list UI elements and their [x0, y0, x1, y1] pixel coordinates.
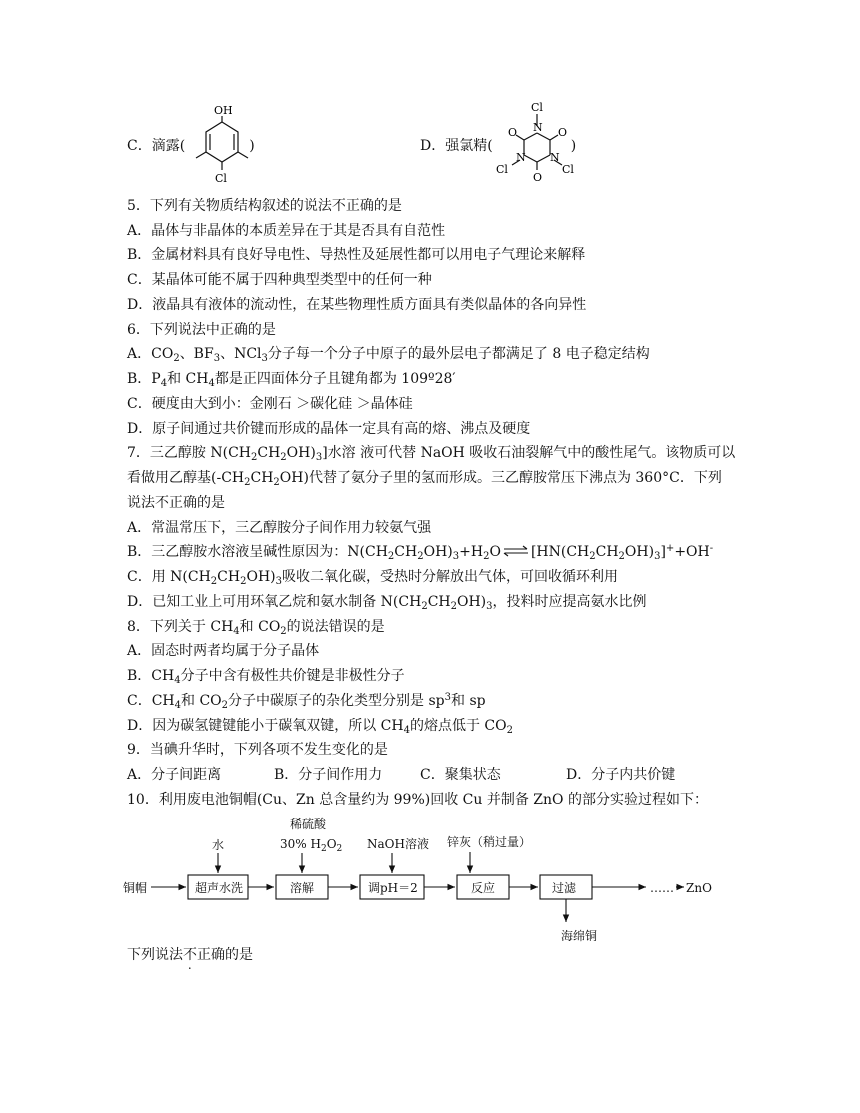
- svg-text:N: N: [533, 121, 543, 134]
- q10-after-stem: 下列说法不正确的是: [127, 947, 253, 963]
- q5-option-d: D．液晶具有液体的流动性，在某些物理性质方面具有类似晶体的各向异性: [127, 297, 587, 313]
- flow-end-label: ZnO: [686, 881, 712, 895]
- q8-option-c: C．$CH_4$和 $CO_2$分子中碳原子的杂化类型分别是 $sp^3$和 sp: [127, 692, 486, 711]
- svg-text:超声水洗: 超声水洗: [195, 881, 244, 895]
- q4-option-c: C．滴露( ): [127, 138, 255, 154]
- q4-c-oh: OH: [214, 104, 233, 117]
- flow-sponge-label: 海绵铜: [561, 929, 598, 942]
- q5-option-c: C．某晶体可能不属于四种典型类型中的任何一种: [127, 272, 432, 288]
- q5-option-b: B．金属材料具有良好导电性、导热性及延展性都可以用电子气理论来解释: [127, 247, 586, 263]
- q6-stem: 6．下列说法中正确的是: [127, 322, 276, 338]
- q4-c-cl: Cl: [215, 172, 227, 185]
- q9-option-b: B．分子间作用力: [274, 767, 383, 783]
- svg-text:N: N: [550, 151, 560, 164]
- q5-option-a: A．晶体与非晶体的本质差异在于其是否具有自范性: [127, 223, 446, 239]
- q9-option-c: C．聚集状态: [420, 767, 501, 783]
- q8-option-a: A．固态时两者均属于分子晶体: [127, 643, 320, 659]
- q6-option-d: D．原子间通过共价键而形成的晶体一定具有高的熔、沸点及硬度: [127, 421, 531, 437]
- flow-zn-label: 锌灰（稍过量）: [447, 835, 532, 849]
- flow-acid-label: 稀硫酸: [290, 817, 327, 831]
- svg-text:反应: 反应: [471, 881, 496, 895]
- q5-stem: 5．下列有关物质结构叙述的说法不正确的是: [127, 198, 402, 214]
- flow-start-label: 铜帽: [123, 881, 148, 895]
- q6-option-b: B．$P_4$和 $CH_4$都是正四面体分子且键角都为 109º28′: [127, 371, 456, 389]
- q7-option-d: D．已知工业上可用环氧乙烷和氨水制备 $N(CH_2CH_2OH)_3$，投料时应提高氨水比例: [127, 594, 647, 612]
- svg-text:溶解: 溶解: [290, 881, 315, 895]
- svg-text:过滤: 过滤: [552, 881, 577, 895]
- q7-option-a: A．常温常压下，三乙醇胺分子间作用力较氨气强: [127, 520, 432, 536]
- q7-stem-line1: 7．三乙醇胺 $N(CH_2CH_2OH)_3$]水溶 液可代替 NaOH 吸收石油裂解气中的酸性尾气。该物质可以: [127, 445, 736, 463]
- flow-water-label: 水: [212, 838, 225, 852]
- svg-text:Cl: Cl: [496, 163, 508, 176]
- q4-option-d: D．强氯精( ): [420, 138, 577, 154]
- q7-stem-line2: 看做用乙醇基$(-CH_2CH_2OH)$代替了氨分子里的氢而形成。三乙醇胺常压下沸点为 360°C．下列: [127, 470, 722, 488]
- svg-text:O: O: [558, 126, 568, 139]
- q7-stem-line3: 说法不正确的是: [127, 495, 225, 511]
- flow-naoh-label: NaOH溶液: [367, 837, 429, 851]
- q8-option-d: D．因为碳氢键键能小于碳氧双键，所以 $CH_4$的熔点低于 $CO_2$: [127, 718, 513, 736]
- q4-d-structure: [492, 100, 582, 190]
- flow-dots: ……: [650, 881, 674, 895]
- q7-option-b: B．三乙醇胺水溶液呈碱性原因为：$N(CH_2CH_2OH)_3+H_2O$ $[HN(CH_2CH_2OH)_3]^++OH^-$: [127, 543, 714, 562]
- svg-text:O: O: [533, 171, 543, 184]
- q9-stem: 9．当碘升华时，下列各项不发生变化的是: [127, 742, 388, 758]
- q10-flow-diagram: [120, 812, 720, 942]
- svg-text:调pH＝2: 调pH＝2: [368, 881, 418, 895]
- q8-stem: 8．下列关于 $CH_4$和 $CO_2$的说法错误的是: [127, 619, 385, 637]
- q8-option-b: B．$CH_4$分子中含有极性共价键是非极性分子: [127, 668, 405, 686]
- q7-option-c: C．用 $N(CH_2CH_2OH)_3$吸收二氧化碳，受热时分解放出气体，可回收循环利用: [127, 569, 618, 587]
- svg-text:O: O: [508, 126, 518, 139]
- flow-h2o2-label: 30% $H_2O_2$: [280, 837, 343, 854]
- svg-text:N: N: [516, 151, 526, 164]
- q6-option-c: C．硬度由大到小：金刚石 ＞碳化硅 ＞晶体硅: [127, 396, 413, 412]
- q6-option-a: A．$CO_2$、$BF_3$、NCl$_3$分子每一个分子中原子的最外层电子都满足了 8 电子稳定结构: [127, 346, 650, 364]
- svg-text:Cl: Cl: [531, 101, 543, 114]
- q9-option-d: D．分子内共价键: [566, 767, 676, 783]
- equilibrium-arrow-icon: [503, 545, 529, 557]
- q4-c-structure: [188, 102, 258, 188]
- q10-stem: 10．利用废电池铜帽(Cu、Zn 总含量约为 99%)回收 Cu 并制备 ZnO 的部分实验过程如下：: [127, 792, 708, 808]
- svg-text:Cl: Cl: [562, 163, 574, 176]
- q9-option-a: A．分子间距离: [127, 767, 222, 783]
